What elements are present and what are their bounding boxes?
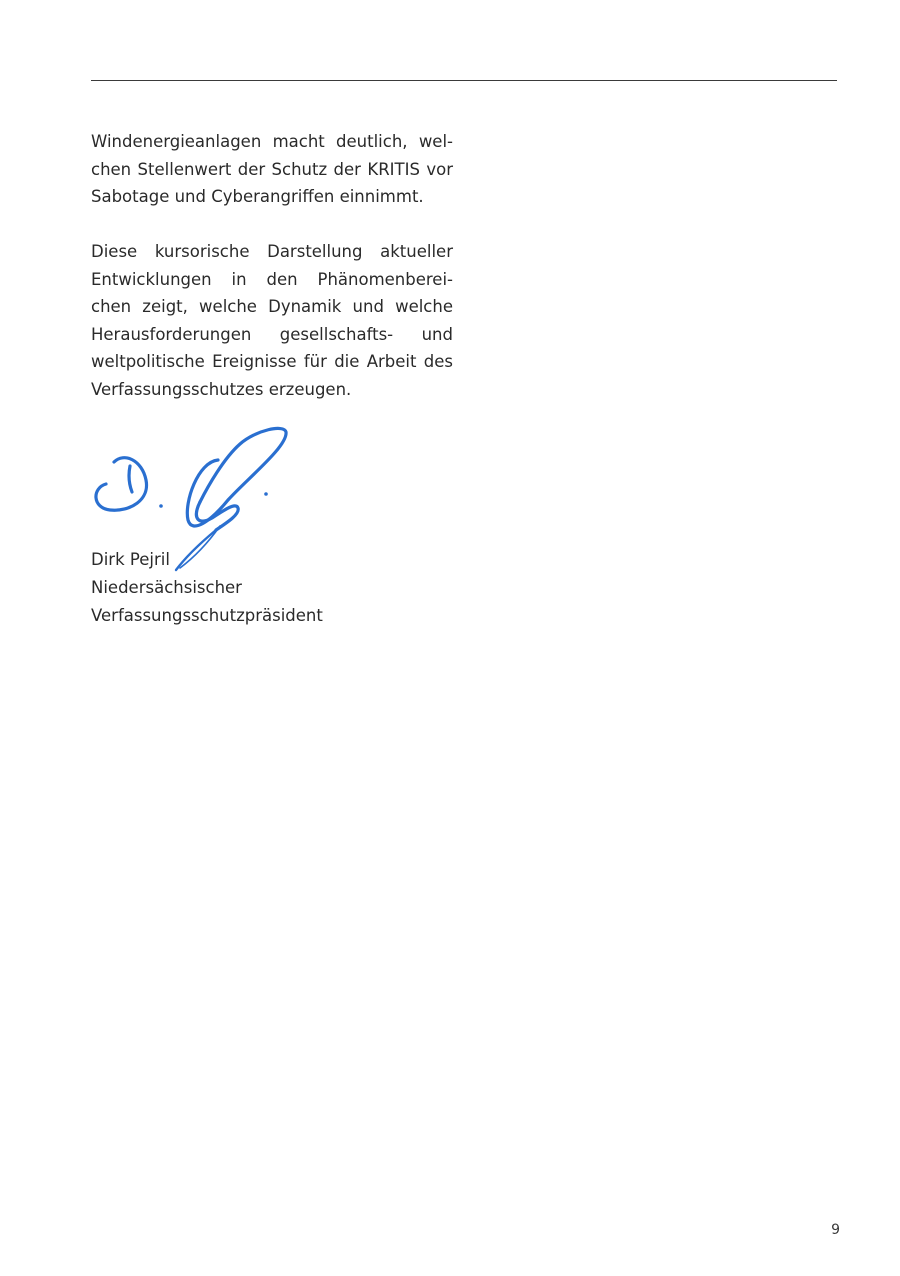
- signatory-name: Dirk Pejril: [91, 550, 170, 569]
- paragraph-2-line: weltpolitische Ereignisse für die Arbeit des: [91, 352, 453, 371]
- paragraph-2-line: Entwicklungen in den Phänomenberei-: [91, 269, 453, 289]
- body-text: [91, 128, 453, 431]
- header-rule: [91, 80, 837, 81]
- paragraph-1: [91, 128, 453, 211]
- page-number: 9: [831, 1222, 840, 1238]
- signatory-title-line-1: Niedersächsischer: [91, 578, 242, 597]
- paragraph-2-line: Diese kursorische Darstellung aktueller: [91, 242, 453, 261]
- paragraph-2-line: chen zeigt, welche Dynamik und welche: [91, 297, 453, 316]
- paragraph-2-line: Verfassungsschutzes erzeugen.: [91, 379, 352, 399]
- paragraph-2-line: Herausforderungen gesellschafts- und: [91, 324, 453, 344]
- paragraph-1-line: chen Stellenwert der Schutz der KRITIS vor: [91, 159, 453, 179]
- signature-block: [91, 546, 323, 630]
- paragraph-1-line: Windenergieanlagen macht deutlich, wel-: [91, 132, 453, 151]
- paragraph-1-line: Sabotage und Cyberangriffen einnimmt.: [91, 187, 424, 206]
- signatory-title-line-2: Verfassungsschutzpräsident: [91, 606, 323, 625]
- paragraph-2: [91, 238, 453, 403]
